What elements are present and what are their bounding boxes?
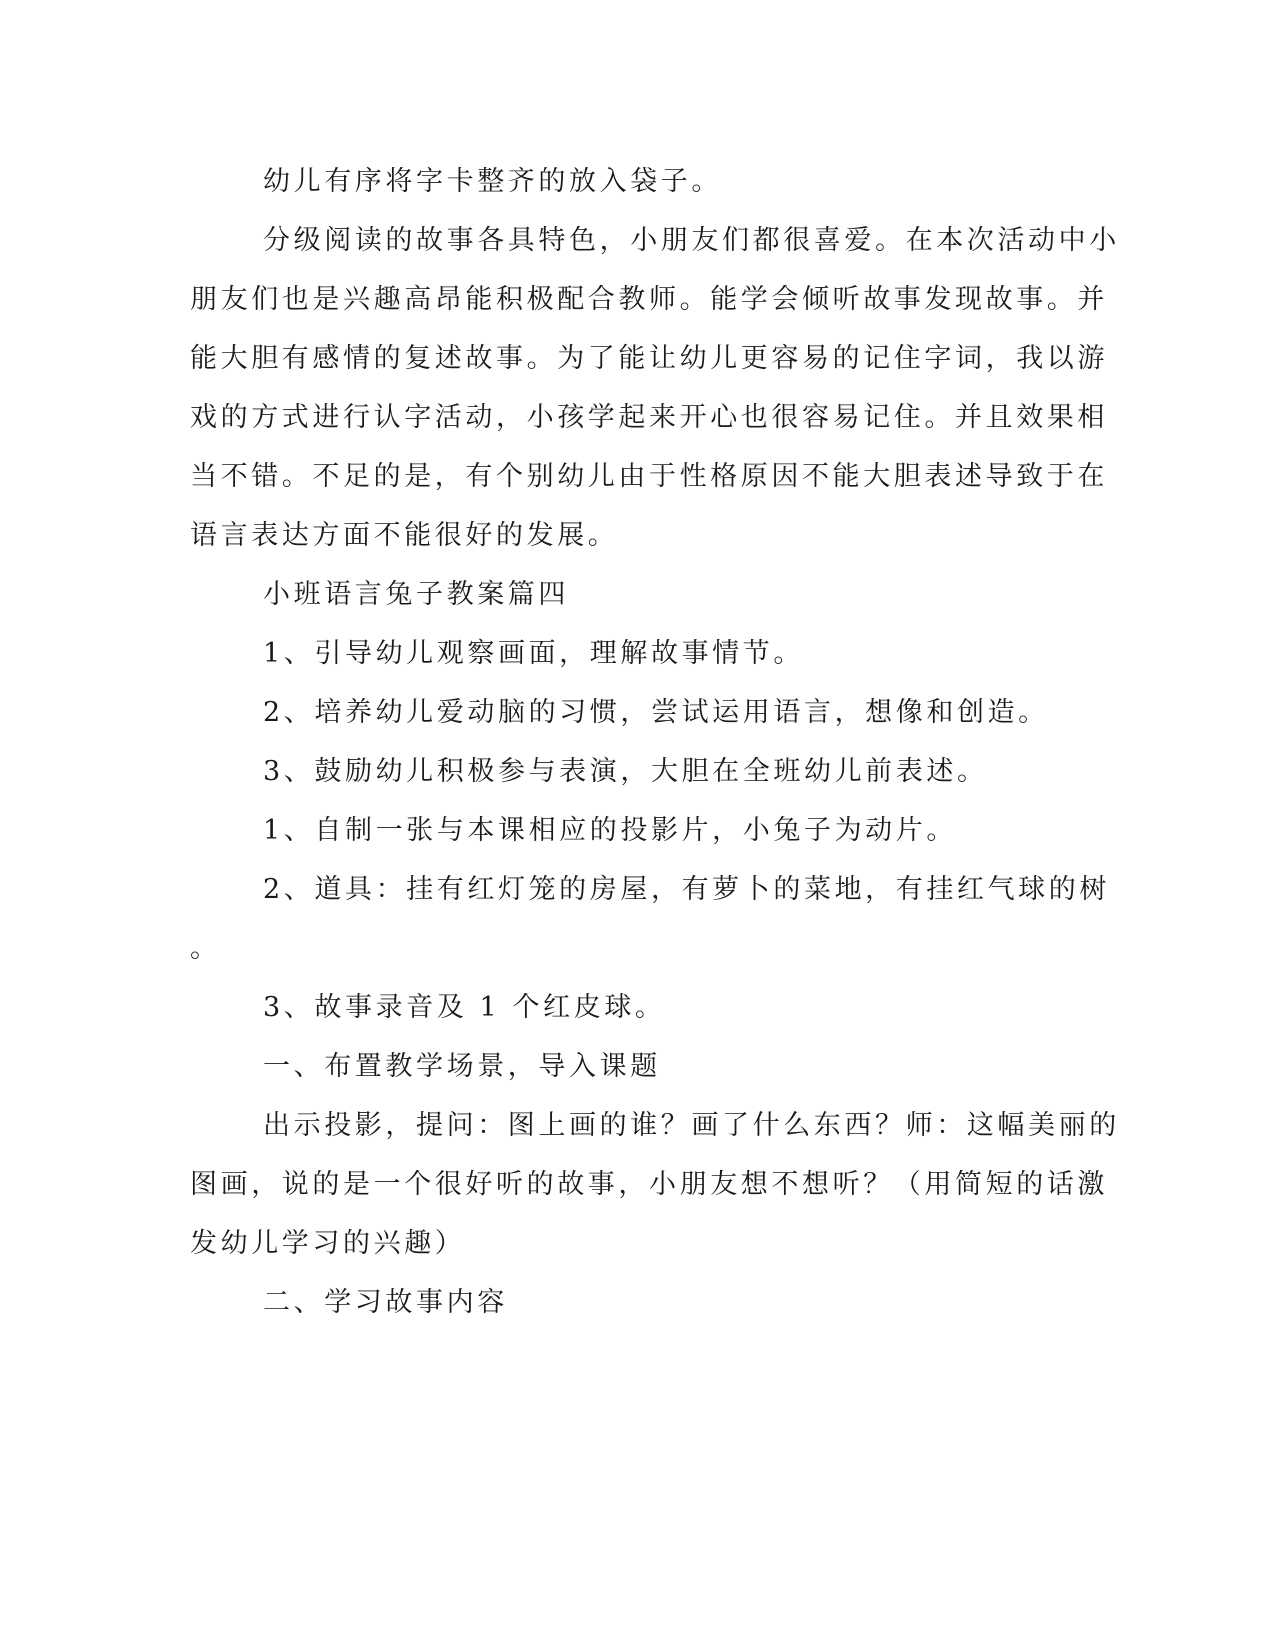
paragraph-line: 发幼儿学习的兴趣） xyxy=(190,1228,466,1259)
list-item: 1、引导幼儿观察画面，理解故事情节。 xyxy=(263,638,804,669)
section-heading: 小班语言兔子教案篇四 xyxy=(263,579,569,610)
paragraph-line: 当不错。不足的是，有个别幼儿由于性格原因不能大胆表述导致于在 xyxy=(190,461,1108,492)
list-item: 2、培养幼儿爱动脑的习惯，尝试运用语言，想像和创造。 xyxy=(263,697,1049,728)
section-heading: 二、学习故事内容 xyxy=(263,1287,508,1318)
paragraph-line: 出示投影，提问：图上画的谁？画了什么东西？师：这幅美丽的 xyxy=(263,1110,1120,1141)
list-item: 3、鼓励幼儿积极参与表演，大胆在全班幼儿前表述。 xyxy=(263,756,988,787)
paragraph-line: 戏的方式进行认字活动，小孩学起来开心也很容易记住。并且效果相 xyxy=(190,402,1108,433)
paragraph-line: 分级阅读的故事各具特色，小朋友们都很喜爱。在本次活动中小 xyxy=(263,225,1120,256)
list-item: 2、道具：挂有红灯笼的房屋，有萝卜的菜地，有挂红气球的树 xyxy=(263,874,1110,905)
paragraph-line: 幼儿有序将字卡整齐的放入袋子。 xyxy=(263,166,722,197)
paragraph-line: 能大胆有感情的复述故事。为了能让幼儿更容易的记住字词，我以游 xyxy=(190,343,1108,374)
paragraph-line: 语言表达方面不能很好的发展。 xyxy=(190,520,619,551)
paragraph-line: 朋友们也是兴趣高昂能积极配合教师。能学会倾听故事发现故事。并 xyxy=(190,284,1108,315)
section-heading: 一、布置教学场景，导入课题 xyxy=(263,1051,661,1082)
paragraph-line: 图画，说的是一个很好听的故事，小朋友想不想听？（用简短的话激 xyxy=(190,1169,1108,1200)
paragraph-line: 。 xyxy=(190,933,221,964)
list-item: 3、故事录音及 1 个红皮球。 xyxy=(263,992,666,1023)
list-item: 1、自制一张与本课相应的投影片，小兔子为动片。 xyxy=(263,815,957,846)
